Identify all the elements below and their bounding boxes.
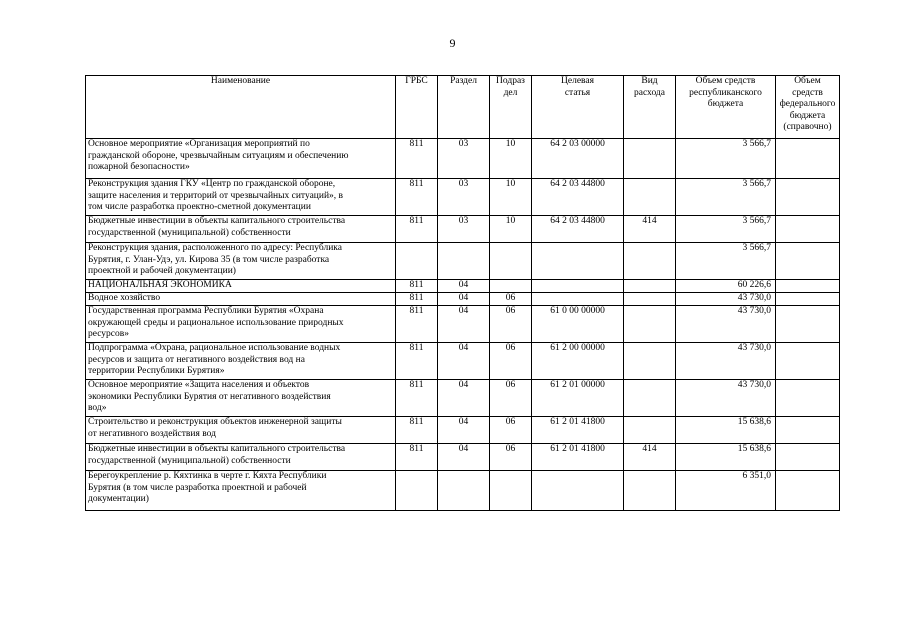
header-razdel: Раздел [438,76,490,139]
table-row [86,293,840,306]
row-name-text: Государственная программа Республики Бурятия «Охрана окружающей среды и рациональное использование природных ресурсов» [88,306,344,339]
header-podrazdel: Подраз дел [490,76,532,139]
table-row [86,216,840,243]
row-razdel: 04 [438,293,490,306]
row-target: 61 2 01 00000 [532,380,624,417]
row-name-text: НАЦИОНАЛЬНАЯ ЭКОНОМИКА [88,280,232,290]
row-razdel: 04 [438,343,490,380]
row-name-text: Основное мероприятие «Организация мероприятий по гражданской обороне, чрезвычайным ситуациям и обеспечению пожарной безопасности» [88,139,349,172]
header-grbs: ГРБС [396,76,438,139]
table-row [86,343,840,380]
row-federal-amount [776,139,840,179]
row-republican-amount: 3 566,7 [676,139,776,179]
row-razdel: 03 [438,139,490,179]
row-federal-amount [776,280,840,293]
header-republican: Объем средств республиканского бюджета [676,76,776,139]
row-name-text: Берегоукрепление р. Кяхтинка в черте г. Кяхта Республики Бурятия (в том числе разработка проектной и рабочей документации) [88,471,327,504]
row-podrazdel: 10 [490,216,532,243]
row-podrazdel [490,280,532,293]
row-federal-amount [776,380,840,417]
table-row [86,444,840,471]
row-vid: 414 [624,216,676,243]
table-row [86,179,840,216]
row-name [86,380,396,417]
row-name [86,280,396,293]
row-target: 61 2 01 41800 [532,417,624,444]
row-vid [624,280,676,293]
row-name [86,293,396,306]
row-target: 61 0 00 00000 [532,306,624,343]
row-grbs: 811 [396,139,438,179]
row-target [532,293,624,306]
row-target [532,243,624,280]
row-vid: 414 [624,444,676,471]
row-republican-amount: 43 730,0 [676,293,776,306]
row-podrazdel [490,471,532,511]
row-federal-amount [776,444,840,471]
row-republican-amount: 3 566,7 [676,216,776,243]
header-federal: Объем средств федерального бюджета (справочно) [776,76,840,139]
row-grbs: 811 [396,293,438,306]
row-razdel: 04 [438,417,490,444]
row-grbs [396,243,438,280]
table-row [86,243,840,280]
row-vid [624,139,676,179]
row-federal-amount [776,216,840,243]
page-number: 9 [449,36,456,50]
row-podrazdel: 10 [490,179,532,216]
row-vid [624,293,676,306]
row-name-text: Строительство и реконструкция объектов инженерной защиты от негативного воздействия вод [88,417,342,439]
row-grbs: 811 [396,280,438,293]
row-name-text: Реконструкция здания, расположенного по адресу: Республика Бурятия, г. Улан-Удэ, ул. Кирова 35 (в том числе разработка проектной и рабочей документации) [88,243,342,276]
row-name-text: Водное хозяйство [88,293,161,303]
row-name [86,179,396,216]
row-republican-amount: 43 730,0 [676,343,776,380]
table-row [86,417,840,444]
table-row [86,139,840,179]
row-federal-amount [776,179,840,216]
row-name [86,243,396,280]
row-razdel: 04 [438,444,490,471]
header-vid: Вид расхода [624,76,676,139]
table-header-row [86,76,840,139]
table-row [86,280,840,293]
row-grbs: 811 [396,306,438,343]
row-target: 64 2 03 44800 [532,179,624,216]
row-federal-amount [776,471,840,511]
row-grbs: 811 [396,343,438,380]
row-razdel [438,471,490,511]
row-republican-amount: 43 730,0 [676,380,776,417]
row-razdel: 03 [438,179,490,216]
row-target: 61 2 01 41800 [532,444,624,471]
row-vid [624,417,676,444]
row-podrazdel: 10 [490,139,532,179]
row-republican-amount: 43 730,0 [676,306,776,343]
row-federal-amount [776,343,840,380]
row-vid [624,343,676,380]
row-target: 64 2 03 00000 [532,139,624,179]
row-republican-amount: 15 638,6 [676,444,776,471]
row-podrazdel: 06 [490,293,532,306]
budget-table [85,75,840,511]
row-vid [624,243,676,280]
row-vid [624,306,676,343]
row-name [86,444,396,471]
row-podrazdel: 06 [490,343,532,380]
row-podrazdel: 06 [490,306,532,343]
row-vid [624,179,676,216]
row-name-text: Реконструкция здания ГКУ «Центр по гражданской обороне, защите населения и территорий от чрезвычайных ситуаций», в том числе разработка проектно-сметной документации [88,179,344,212]
row-name-text: Бюджетные инвестиции в объекты капитального строительства государственной (муниципальной) собственности [88,444,346,466]
row-podrazdel: 06 [490,380,532,417]
row-name [86,471,396,511]
row-republican-amount: 6 351,0 [676,471,776,511]
row-grbs: 811 [396,380,438,417]
row-podrazdel [490,243,532,280]
row-target: 61 2 00 00000 [532,343,624,380]
table-row [86,306,840,343]
row-razdel: 04 [438,306,490,343]
row-target: 64 2 03 44800 [532,216,624,243]
row-name [86,216,396,243]
row-republican-amount: 15 638,6 [676,417,776,444]
row-target [532,471,624,511]
header-name: Наименование [86,76,396,139]
row-federal-amount [776,417,840,444]
row-podrazdel: 06 [490,417,532,444]
row-razdel [438,243,490,280]
table-row [86,380,840,417]
row-vid [624,380,676,417]
row-grbs: 811 [396,444,438,471]
row-razdel: 04 [438,380,490,417]
row-name [86,306,396,343]
row-name [86,343,396,380]
row-grbs: 811 [396,179,438,216]
table-row [86,471,840,511]
row-federal-amount [776,293,840,306]
row-name-text: Подпрограмма «Охрана, рациональное использование водных ресурсов и защита от негативного воздействия вод на территории Республики Бурятия» [88,343,341,376]
row-name-text: Бюджетные инвестиции в объекты капитального строительства государственной (муниципальной) собственности [88,216,346,238]
row-federal-amount [776,243,840,280]
row-republican-amount: 60 226,6 [676,280,776,293]
table-body [86,139,840,511]
row-target [532,280,624,293]
row-name [86,417,396,444]
row-republican-amount: 3 566,7 [676,179,776,216]
header-target: Целевая статья [532,76,624,139]
row-grbs: 811 [396,417,438,444]
row-federal-amount [776,306,840,343]
row-razdel: 03 [438,216,490,243]
row-podrazdel: 06 [490,444,532,471]
row-grbs [396,471,438,511]
row-razdel: 04 [438,280,490,293]
row-name-text: Основное мероприятие «Защита населения и объектов экономики Республики Бурятия от негативного воздействия вод» [88,380,331,413]
row-vid [624,471,676,511]
row-republican-amount: 3 566,7 [676,243,776,280]
row-name [86,139,396,179]
row-grbs: 811 [396,216,438,243]
